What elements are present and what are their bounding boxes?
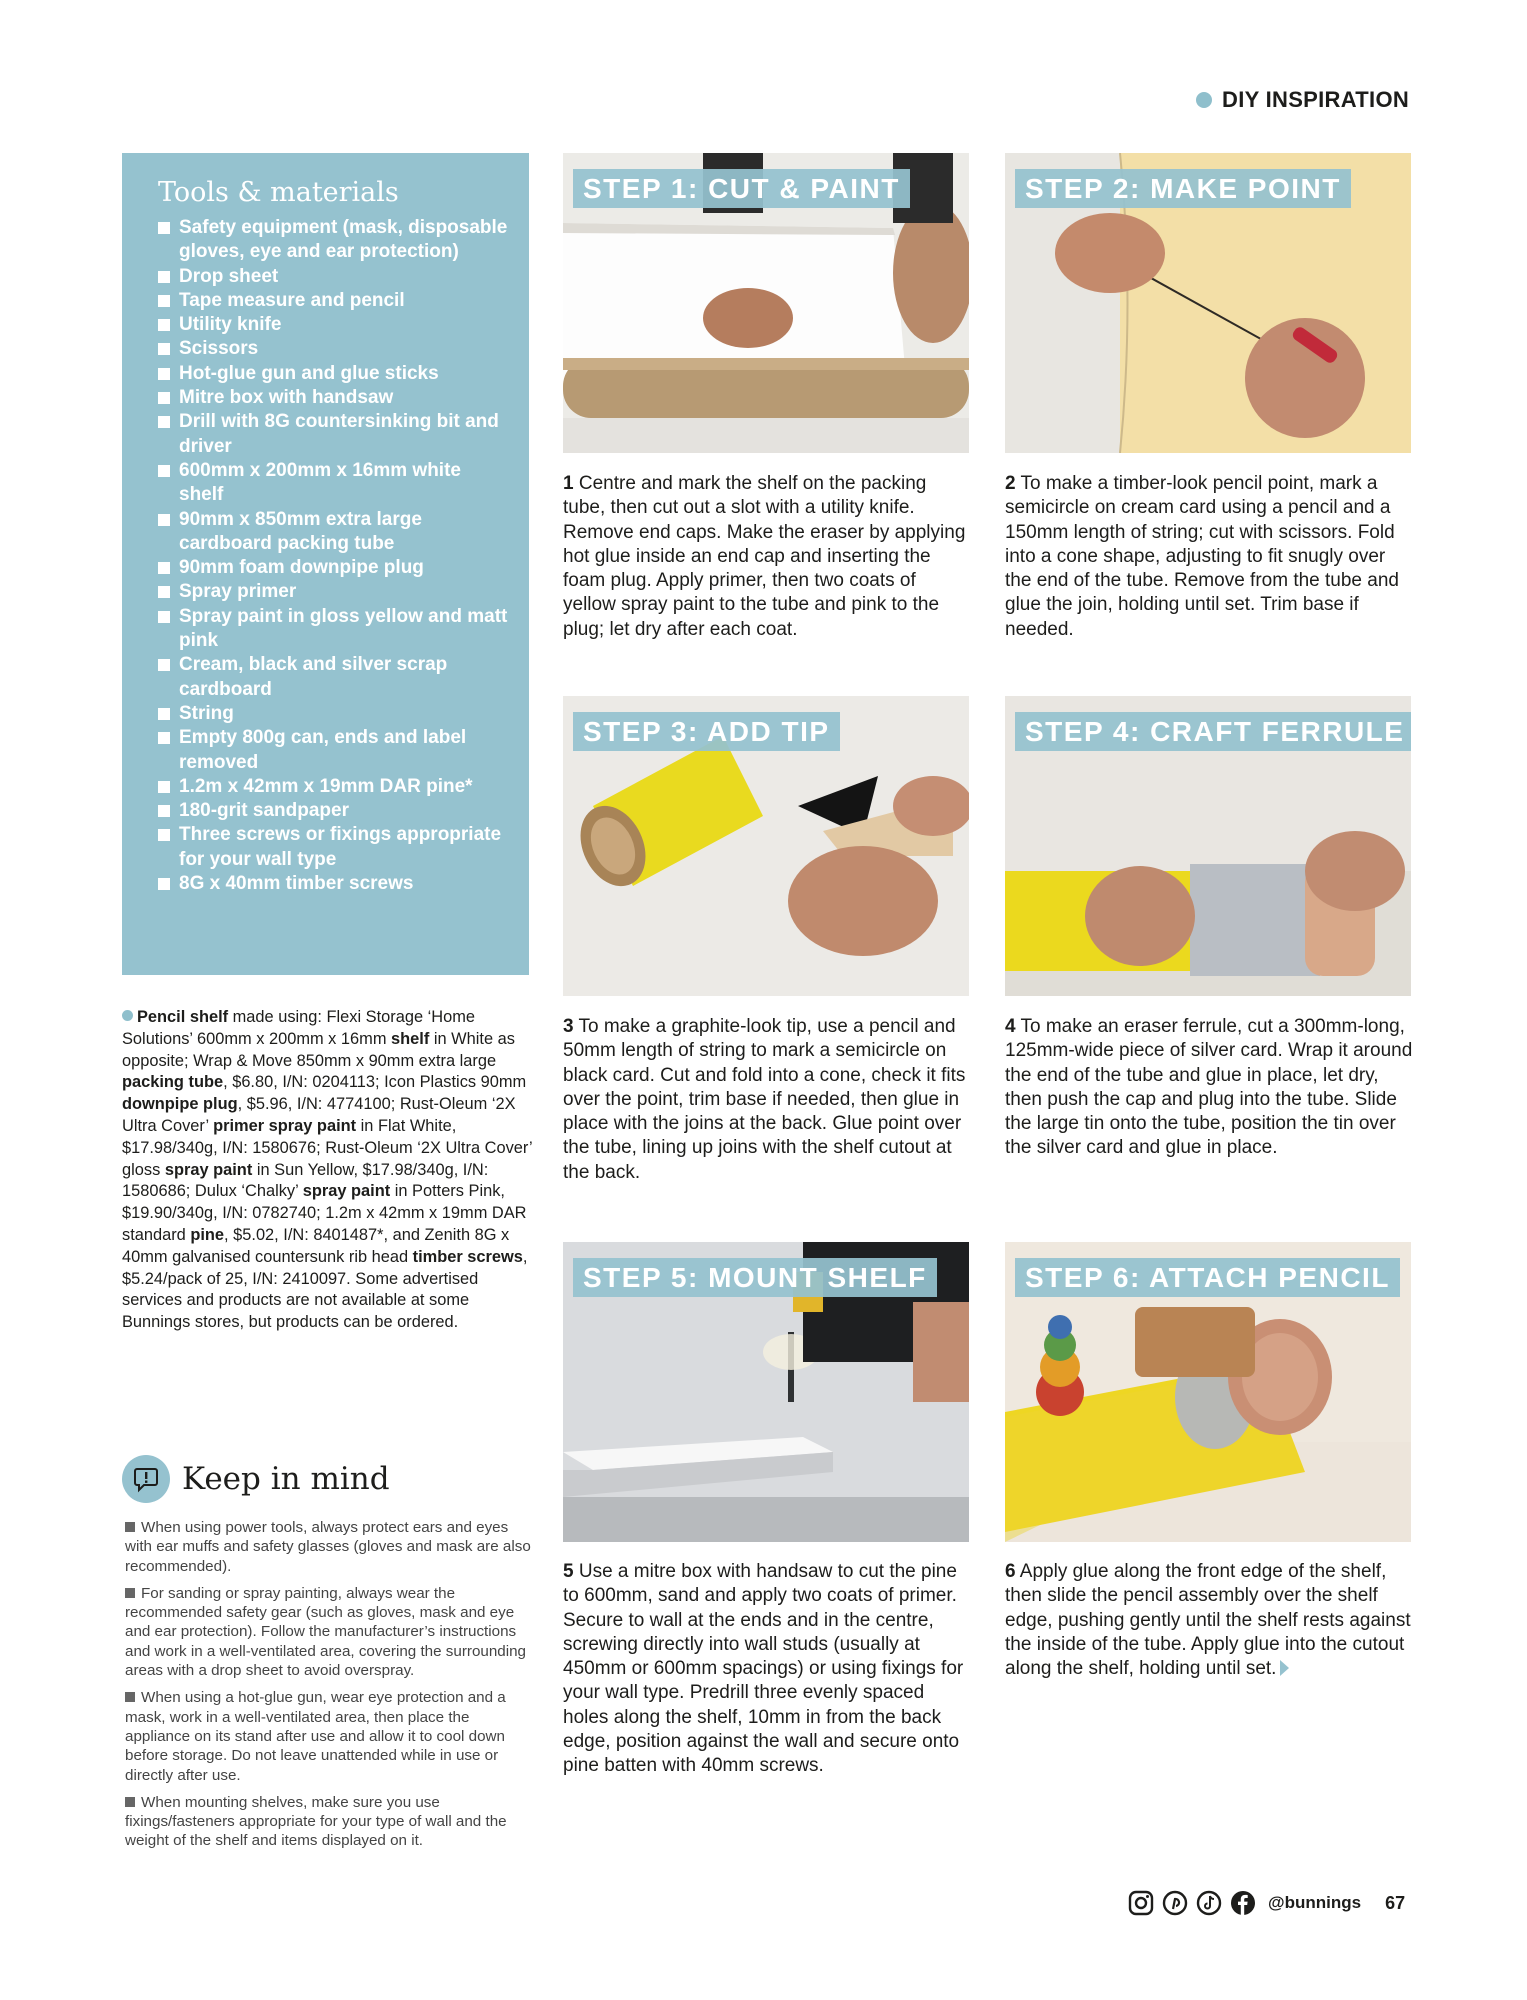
speech-bubble-icon xyxy=(122,1455,170,1503)
page-number: 67 xyxy=(1385,1892,1406,1913)
step-1-photo xyxy=(563,153,969,453)
step-3-text: 3 To make a graphite-look tip, use a pencil and 50mm length of string to mark a semicircle on black card. Cut and fold into a cone, check it fits over the point, trim base if needed, then glue in place with the joins at the back. Glue point over the tube, lining up joins with the shelf cutout at the back. xyxy=(563,1016,966,1183)
tools-item: Utility knife xyxy=(158,313,509,337)
tools-item: Hot-glue gun and glue sticks xyxy=(158,362,509,386)
step-4-photo xyxy=(1005,696,1411,996)
step-6-badge: STEP 6: ATTACH PENCIL xyxy=(1015,1258,1400,1297)
tools-item: 90mm x 850mm extra large cardboard packing tube xyxy=(158,508,509,557)
instagram-icon[interactable] xyxy=(1128,1890,1154,1916)
footer xyxy=(1128,1888,1418,1918)
section-label xyxy=(1196,86,1416,114)
keep-in-mind-list xyxy=(125,1518,535,1859)
step-5-photo xyxy=(563,1242,969,1542)
facebook-icon[interactable] xyxy=(1230,1890,1256,1916)
step-3-photo xyxy=(563,696,969,996)
keep-item: When mounting shelves, make sure you use fixings/fasteners appropriate for your type of wall and the weight of the shelf and items displayed on it. xyxy=(125,1793,507,1850)
tools-item: 90mm foam downpipe plug xyxy=(158,556,509,580)
tools-item: Cream, black and silver scrap cardboard xyxy=(158,653,509,702)
tools-item: Safety equipment (mask, disposable gloves, eye and ear protection) xyxy=(158,216,509,265)
step-4-badge: STEP 4: CRAFT FERRULE xyxy=(1015,712,1411,751)
keep-item: When using power tools, always protect ears and eyes with ear muffs and safety glasses (gloves and mask are also recommended). xyxy=(125,1519,531,1575)
tools-item: Spray paint in gloss yellow and matt pink xyxy=(158,605,509,654)
tools-item: 8G x 40mm timber screws xyxy=(158,872,509,896)
keep-item: When using a hot-glue gun, wear eye protection and a mask, work in a well-ventilated area, then place the appliance on its stand after use and allow it to cool down before storage. Do not leave unattended while in use or directly after use. xyxy=(125,1689,506,1784)
continue-arrow-icon xyxy=(1280,1660,1289,1676)
step-1-text: 1 Centre and mark the shelf on the packing tube, then cut out a slot with a utility knife. Remove end caps. Make the eraser by applying hot glue inside an end cap and inserting the foam plug. Apply primer, then two coats of yellow spray paint to the tube and pink to the plug; let dry after each coat. xyxy=(563,473,966,640)
keep-in-mind-title: Keep in mind xyxy=(182,1461,390,1497)
tools-item: Tape measure and pencil xyxy=(158,289,509,313)
step-2-photo xyxy=(1005,153,1411,453)
tools-item: 600mm x 200mm x 16mm white shelf xyxy=(158,459,509,508)
section-dot-icon xyxy=(1196,92,1212,108)
section-title: DIY INSPIRATION xyxy=(1222,87,1410,112)
credits-dot-icon xyxy=(122,1010,133,1021)
tools-item: Drill with 8G countersinking bit and driver xyxy=(158,410,509,459)
tools-item: Drop sheet xyxy=(158,265,509,289)
step-5-badge: STEP 5: MOUNT SHELF xyxy=(573,1258,937,1297)
tools-item: Spray primer xyxy=(158,580,509,604)
tools-item: Empty 800g can, ends and label removed xyxy=(158,726,509,775)
product-credits: Pencil shelf made using: Flexi Storage ‘Home Solutions’ 600mm x 200mm x 16mm shelf in White as opposite; Wrap & Move 850mm x 90mm extra large packing tube, $6.80, I/N: 0204113; Icon Plastics 90mm downpipe plug, $5.96, I/N: 4774100; Rust-Oleum ‘2X Ultra Cover’ primer spray paint in Flat White, $17.98/340g, I/N: 1580676; Rust-Oleum ‘2X Ultra Cover’ gloss spray paint in Sun Yellow, $17.98/340g, I/N: 1580686; Dulux ‘Chalky’ spray paint in Potters Pink, $19.90/340g, I/N: 0782740; 1.2m x 42mm x 19mm DAR standard pine, $5.02, I/N: 8401487*, and Zenith 8G x 40mm galvanised countersunk rib head timber screws, $5.24/pack of 25, I/N: 2410097. Some advertised services and products are not available at some Bunnings stores, but products can be ordered. xyxy=(122,1008,532,1332)
step-4-text: 4 To make an eraser ferrule, cut a 300mm-long, 125mm-wide piece of silver card. Wrap it around the end of the tube and glue in place, let dry, then push the cap and plug into the tube. Slide the large tin onto the tube, position the tin over the silver card and glue in place. xyxy=(1005,1016,1413,1159)
tools-item: Three screws or fixings appropriate for your wall type xyxy=(158,823,509,872)
tools-title: Tools & materials xyxy=(158,177,399,208)
step-3-badge: STEP 3: ADD TIP xyxy=(573,712,840,751)
step-6-photo xyxy=(1005,1242,1411,1542)
tools-materials-panel xyxy=(122,153,529,975)
tools-item: 1.2m x 42mm x 19mm DAR pine* xyxy=(158,775,509,799)
pinterest-icon[interactable] xyxy=(1162,1890,1188,1916)
tools-list xyxy=(158,216,509,896)
tools-item: Scissors xyxy=(158,337,509,361)
step-1-badge: STEP 1: CUT & PAINT xyxy=(573,169,910,208)
step-2-text: 2 To make a timber-look pencil point, mark a semicircle on cream card using a pencil and a 150mm length of string; cut with scissors. Fold into a cone shape, adjusting to fit snugly over the end of the tube. Remove from the tube and glue the join, holding until set. Trim base if needed. xyxy=(1005,473,1399,640)
keep-item: For sanding or spray painting, always wear the recommended safety gear (such as gloves, mask and eye and ear protection). Follow the manufacturer’s instructions and work in a well-ventilated area, covering the surrounding areas with a drop sheet to avoid overspray. xyxy=(125,1584,527,1680)
social-handle[interactable]: @bunnings xyxy=(1268,1893,1362,1912)
step-6-text: 6 Apply glue along the front edge of the shelf, then slide the pencil assembly over the shelf edge, pushing gently until the shelf rests against the inside of the tube. Apply glue into the cutout along the shelf, holding until set. xyxy=(1005,1561,1411,1680)
tools-item: 180-grit sandpaper xyxy=(158,799,509,823)
tools-item: String xyxy=(158,702,509,726)
tiktok-icon[interactable] xyxy=(1196,1890,1222,1916)
step-5-text: 5 Use a mitre box with handsaw to cut the pine to 600mm, sand and apply two coats of primer. Secure to wall at the ends and in the centre, screwing directly into wall studs (usually at 450mm or 600mm spacings) or using fixings for your wall type. Predrill three evenly spaced holes along the shelf, 10mm in from the back edge, position against the wall and secure onto pine batten with 40mm screws. xyxy=(563,1561,964,1777)
tools-item: Mitre box with handsaw xyxy=(158,386,509,410)
step-2-badge: STEP 2: MAKE POINT xyxy=(1015,169,1351,208)
keep-in-mind-heading xyxy=(122,1455,522,1503)
